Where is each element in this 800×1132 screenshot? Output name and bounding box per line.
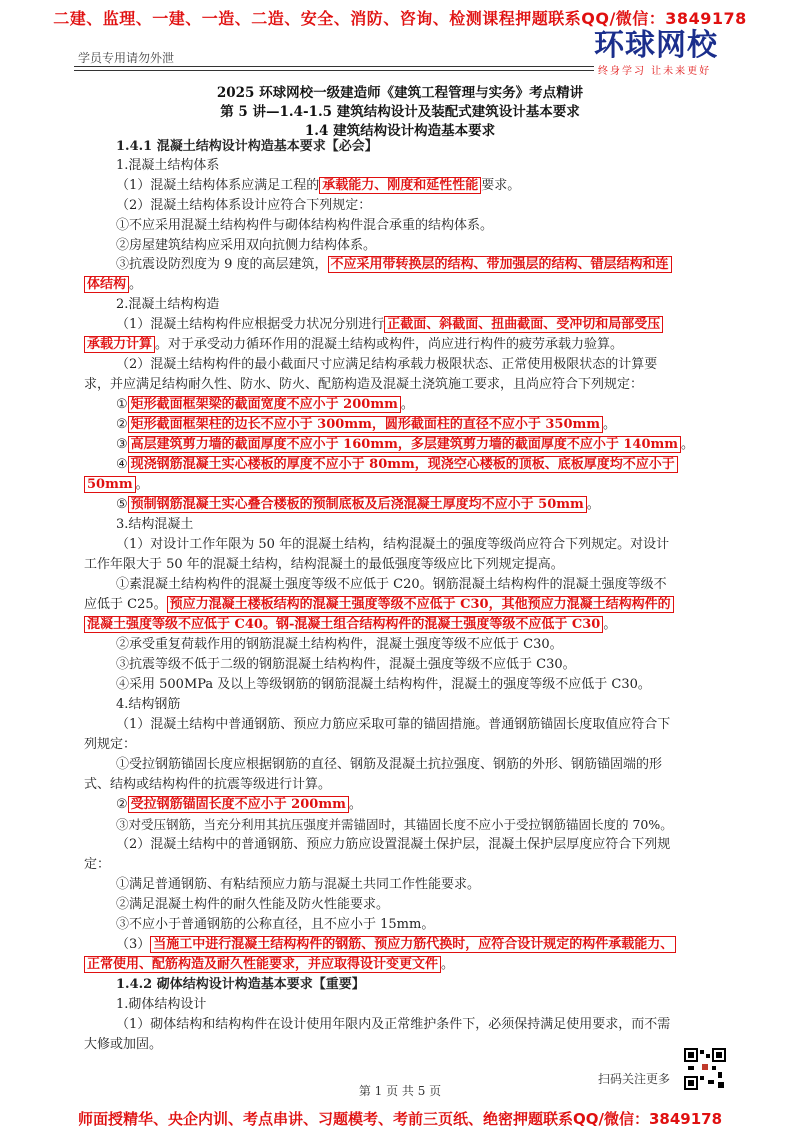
logo-text: 环球网校 xyxy=(594,28,718,63)
highlight-box: 正截面、斜截面、扭曲截面、受冲切和局部受压 xyxy=(384,316,663,333)
paragraph: ② 受拉钢筋锚固长度不应小于 200mm 。 xyxy=(116,797,362,812)
paragraph: （2）混凝土结构中的普通钢筋、预应力筋应设置混凝土保护层，混凝土保护层厚度应符合下列规 xyxy=(116,837,671,852)
highlight-box: 不应采用带转换层的结构、带加强层的结构、错层结构和连 xyxy=(328,256,672,273)
paragraph: 工作年限大于 50 年的混凝土结构，结构混凝土的最低强度等级应比下列规定提高。 xyxy=(84,557,564,572)
paragraph: ⑤ 预制钢筋混凝土实心叠合楼板的预制底板及后浇混凝土厚度均不应小于 50mm 。 xyxy=(116,497,600,512)
highlight-box: 50mm xyxy=(84,476,136,493)
paragraph: 求，并应满足结构耐久性、防水、防火、配筋构造及混凝土浇筑施工要求，且尚应符合下列规定： xyxy=(84,377,644,392)
paragraph: ③不应小于普通钢筋的公称直径，且不应小于 15mm。 xyxy=(116,917,435,932)
highlight-box: 现浇钢筋混凝土实心楼板的厚度不应小于 80mm，现浇空心楼板的顶板、底板厚度均不应小于 xyxy=(128,456,678,473)
highlight-box: 承载力计算 xyxy=(84,336,155,353)
paragraph: （2）混凝土结构构件的最小截面尺寸应满足结构承载力极限状态、正常使用极限状态的计算要 xyxy=(116,357,658,372)
doc-title: 2025 环球网校一级建造师《建筑工程管理与实务》考点精讲 xyxy=(216,85,584,101)
highlight-box: 承载能力、刚度和延性性能 xyxy=(319,177,481,194)
paragraph: ①受拉钢筋锚固长度应根据钢筋的直径、钢筋及混凝土抗拉强度、钢筋的外形、钢筋锚固端的形 xyxy=(116,757,663,772)
paragraph: （1）混凝土结构中普通钢筋、预应力筋应采取可靠的锚固措施。普通钢筋锚固长度取值应符合下 xyxy=(116,717,671,732)
paragraph: ②满足混凝土构件的耐久性能及防火性能要求。 xyxy=(116,897,390,912)
header-rule-thin xyxy=(74,70,594,71)
student-note: 学员专用请勿外泄 xyxy=(78,51,175,65)
highlight-box: 预制钢筋混凝土实心叠合楼板的预制底板及后浇混凝土厚度均不应小于 50mm xyxy=(128,496,587,513)
paragraph: 3.结构混凝土 xyxy=(116,517,194,532)
paragraph: ② 矩形截面框架柱的边长不应小于 300mm，圆形截面柱的直径不应小于 350mm 。 xyxy=(116,417,617,432)
paragraph: 大修或加固。 xyxy=(84,1037,163,1052)
paragraph: 2.混凝土结构构造 xyxy=(116,297,220,312)
paragraph: ②承受重复荷载作用的钢筋混凝土结构构件，混凝土强度等级不应低于 C30。 xyxy=(116,637,563,652)
lecture-title: 第 5 讲—1.4-1.5 建筑结构设计及装配式建筑设计基本要求 xyxy=(220,104,580,120)
highlight-box: 当施工中进行混凝土结构构件的钢筋、预应力筋代换时，应符合设计规定的构件承载能力、 xyxy=(150,936,676,953)
paragraph: ③对受压钢筋，当充分利用其抗压强度并需锚固时，其锚固长度不应小于受拉钢筋锚固长度的 70%。 xyxy=(116,817,673,832)
paragraph: ②房屋建筑结构应采用双向抗侧力结构体系。 xyxy=(116,238,377,253)
paragraph: 列规定： xyxy=(84,737,137,752)
highlight-box: 矩形截面框架柱的边长不应小于 300mm，圆形截面柱的直径不应小于 350mm xyxy=(128,416,603,433)
paragraph: （1）混凝土结构构件应根据受力状况分别进行 正截面、斜截面、扭曲截面、受冲切和局部受压 xyxy=(116,316,663,334)
top-banner: 二建、监理、一建、一造、二造、安全、消防、咨询、检测课程押题联系QQ/微信：3849178 xyxy=(53,9,747,28)
section-heading: 1.4.2 砌体结构设计构造基本要求【重要】 xyxy=(116,977,365,992)
paragraph: ①不应采用混凝土结构构件与砌体结构构件混合承重的结构体系。 xyxy=(116,218,494,233)
paragraph: （1）对设计工作年限为 50 年的混凝土结构，结构混凝土的强度等级尚应符合下列规定。对设计 xyxy=(116,537,670,552)
paragraph: 正常使用、配筋构造及耐久性能要求，并应取得设计变更文件 。 xyxy=(84,956,454,974)
section-heading: 1.4.1 混凝土结构设计构造基本要求【必会】 xyxy=(116,139,378,154)
paragraph: 定： xyxy=(84,857,111,872)
paragraph: 1.混凝土结构体系 xyxy=(116,158,220,173)
paragraph: ③抗震等级不低于二级的钢筋混凝土结构构件，混凝土强度等级不应低于 C30。 xyxy=(116,657,576,672)
header-rule xyxy=(74,66,594,67)
paragraph: 式、结构或结构构件的抗震等级进行计算。 xyxy=(84,777,332,792)
paragraph: 混凝土强度等级不应低于 C40。钢-混凝土组合结构构件的混凝土强度等级不应低于 C30 。 xyxy=(84,616,616,634)
paragraph: 体结构 。 xyxy=(84,276,142,294)
highlight-box: 混凝土强度等级不应低于 C40。钢-混凝土组合结构构件的混凝土强度等级不应低于 C30 xyxy=(84,616,603,633)
paragraph: 1.砌体结构设计 xyxy=(116,997,207,1012)
highlight-box: 矩形截面框架梁的截面宽度不应小于 200mm xyxy=(128,396,401,413)
highlight-box: 高层建筑剪力墙的截面厚度不应小于 160mm，多层建筑剪力墙的截面厚度不应小于 140mm xyxy=(128,436,681,453)
paragraph: （2）混凝土结构体系设计应符合下列规定： xyxy=(116,198,372,213)
highlight-box: 体结构 xyxy=(84,276,129,293)
paragraph: 应低于 C25。 预应力混凝土楼板结构的混凝土强度等级不应低于 C30，其他预应力混凝土结构构件的 xyxy=(84,596,674,614)
chapter-title: 1.4 建筑结构设计构造基本要求 xyxy=(304,123,496,139)
paragraph: ③抗震设防烈度为 9 度的高层建筑， 不应采用带转换层的结构、带加强层的结构、错层结构和连 xyxy=(116,256,672,274)
paragraph: ④ 现浇钢筋混凝土实心楼板的厚度不应小于 80mm，现浇空心楼板的顶板、底板厚度均不应小于 xyxy=(116,456,678,474)
highlight-box: 预应力混凝土楼板结构的混凝土强度等级不应低于 C30，其他预应力混凝土结构构件的 xyxy=(167,596,674,613)
paragraph: ④采用 500MPa 及以上等级钢筋的钢筋混凝土结构构件，混凝土的强度等级不应低于 C30。 xyxy=(116,677,651,692)
paragraph: 4.结构钢筋 xyxy=(116,697,181,712)
logo xyxy=(594,30,734,77)
paragraph: 承载力计算 。对于承受动力循环作用的混凝土结构或构件，尚应进行构件的疲劳承载力验算。 xyxy=(84,336,623,354)
highlight-box: 受拉钢筋锚固长度不应小于 200mm xyxy=(128,796,349,813)
paragraph: （1）砌体结构和结构构件在设计使用年限内及正常维护条件下，必须保持满足使用要求，而不需 xyxy=(116,1017,671,1032)
paragraph: ③ 高层建筑剪力墙的截面厚度不应小于 160mm，多层建筑剪力墙的截面厚度不应小于 140mm 。 xyxy=(116,437,695,452)
paragraph: （1）混凝土结构体系应满足工程的 承载能力、刚度和延性性能 要求。 xyxy=(116,178,521,193)
paragraph: 50mm 。 xyxy=(84,476,149,494)
bottom-banner: 师面授精华、央企内训、考点串讲、习题模考、考前三页纸、绝密押题联系QQ/微信：3849178 xyxy=(77,1110,723,1128)
paragraph: ① 矩形截面框架梁的截面宽度不应小于 200mm 。 xyxy=(116,397,414,412)
scan-note: 扫码关注更多 xyxy=(598,1072,671,1086)
highlight-box: 正常使用、配筋构造及耐久性能要求，并应取得设计变更文件 xyxy=(84,956,441,973)
logo-tagline: 终身学习 让未来更好 xyxy=(598,66,712,77)
paragraph: （3） 当施工中进行混凝土结构构件的钢筋、预应力筋代换时，应符合设计规定的构件承载能力、 xyxy=(116,936,676,954)
paragraph: ①素混凝土结构构件的混凝土强度等级不应低于 C20。钢筋混凝土结构构件的混凝土强度等级不 xyxy=(116,577,667,592)
page-number: 第 1 页 共 5 页 xyxy=(358,1084,442,1098)
paragraph: ①满足普通钢筋、有粘结预应力筋与混凝土共同工作性能要求。 xyxy=(116,877,481,892)
